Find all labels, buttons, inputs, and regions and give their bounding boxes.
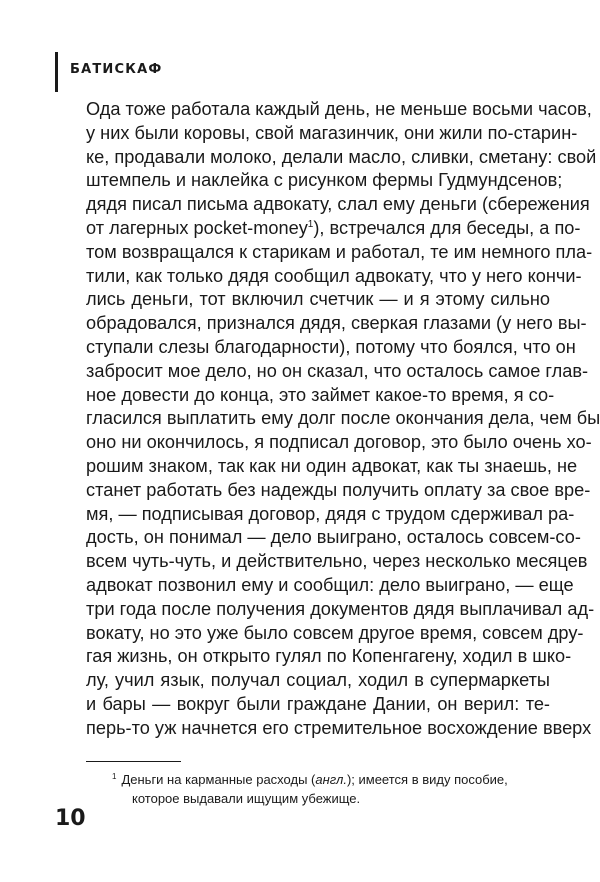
text-line: адвокат позвонил ему и сообщил: дело выиграно, — еще	[86, 574, 574, 595]
text-line: ке, продавали молоко, делали масло, сливки, сметану: свой	[86, 146, 597, 167]
text-line: вокату, но это уже было совсем другое время, совсем дру-	[86, 622, 584, 643]
text-line: гласился выплатить ему долг после окончания дела, чем бы	[86, 408, 600, 429]
text-line: и бары — вокруг были граждане Дании, он верил: те-	[86, 693, 550, 714]
text-line	[86, 241, 593, 265]
text-line: обрадовался, признался дядя, сверкая глазами (у него вы-	[86, 313, 587, 334]
text-line: ступали слезы благодарности), потому что боялся, что он	[86, 336, 576, 357]
book-title: БАТИСКАФ	[70, 62, 163, 77]
text-line: оно ни окончилось, я подписал договор, это было очень хо-	[86, 432, 592, 453]
page-number: 10	[55, 806, 86, 831]
header-bar	[55, 52, 58, 92]
text-fragment: ), встречался для беседы, а по-	[313, 217, 581, 238]
text-line: лись деньги, тот включил счетчик — и я этому сильно	[86, 289, 550, 310]
text-line: лу, учил язык, получал социал, ходил в супермаркеты	[86, 670, 550, 691]
text-line: мя, — подписывая договор, дядя с трудом сдерживал ра-	[86, 503, 575, 524]
text-fragment: т	[86, 241, 95, 262]
text-line: перь-то уж начнется его стремительное восхождение вверх	[86, 717, 592, 738]
text-line: рошим знаком, так как ни один адвокат, как ты знаешь, не	[86, 455, 578, 476]
text-line: станет работать без надежды получить оплату за свое вре-	[86, 479, 591, 500]
footnote-mark: 1	[112, 771, 117, 781]
text-line: у них были коровы, свой магазинчик, они жили по-старин-	[86, 122, 578, 143]
footnote-text: Деньги на карманные расходы (	[121, 772, 316, 787]
text-line: забросит мое дело, но он сказал, что осталось самое глав-	[86, 360, 589, 381]
footnote-reference: 1	[307, 218, 314, 230]
text-line: дость, он понимал — дело выиграно, осталось совсем-со-	[86, 527, 581, 548]
footnote	[86, 770, 550, 808]
text-line: штемпель и наклейка с рисунком фермы Гудмундсенов;	[86, 170, 563, 191]
footnote-text: ); имеется в виду пособие,	[346, 772, 508, 787]
footnote-line	[86, 770, 550, 789]
text-line: всем чуть-чуть, и действительно, через несколько месяцев	[86, 551, 588, 572]
text-line: ное довести до конца, это займет какое-то время, я со-	[86, 384, 555, 405]
footnote-line: которое выдавали ищущим убежище.	[132, 791, 361, 806]
footnote-separator	[86, 761, 181, 762]
text-line: дядя писал письма адвокату, слал ему деньги (сбережения	[86, 194, 590, 215]
text-line: гая жизнь, он открыто гулял по Копенгагену, ходил в шко-	[86, 646, 572, 667]
footnote-italic: англ.	[315, 772, 347, 787]
text-line: Ода тоже работала каждый день, не меньше восьми часов,	[86, 99, 592, 119]
text-fragment: ом возвращался к старикам и работал, те им немного пла-	[94, 241, 593, 262]
main-text	[86, 98, 600, 741]
text-line: тили, как только дядя сообщил адвокату, что у него кончи-	[86, 265, 582, 286]
text-line-with-footnote	[86, 217, 581, 241]
text-line: три года после получения документов дядя выплачивал ад-	[86, 598, 595, 619]
text-fragment: от лагерных pocket-money	[86, 217, 308, 238]
